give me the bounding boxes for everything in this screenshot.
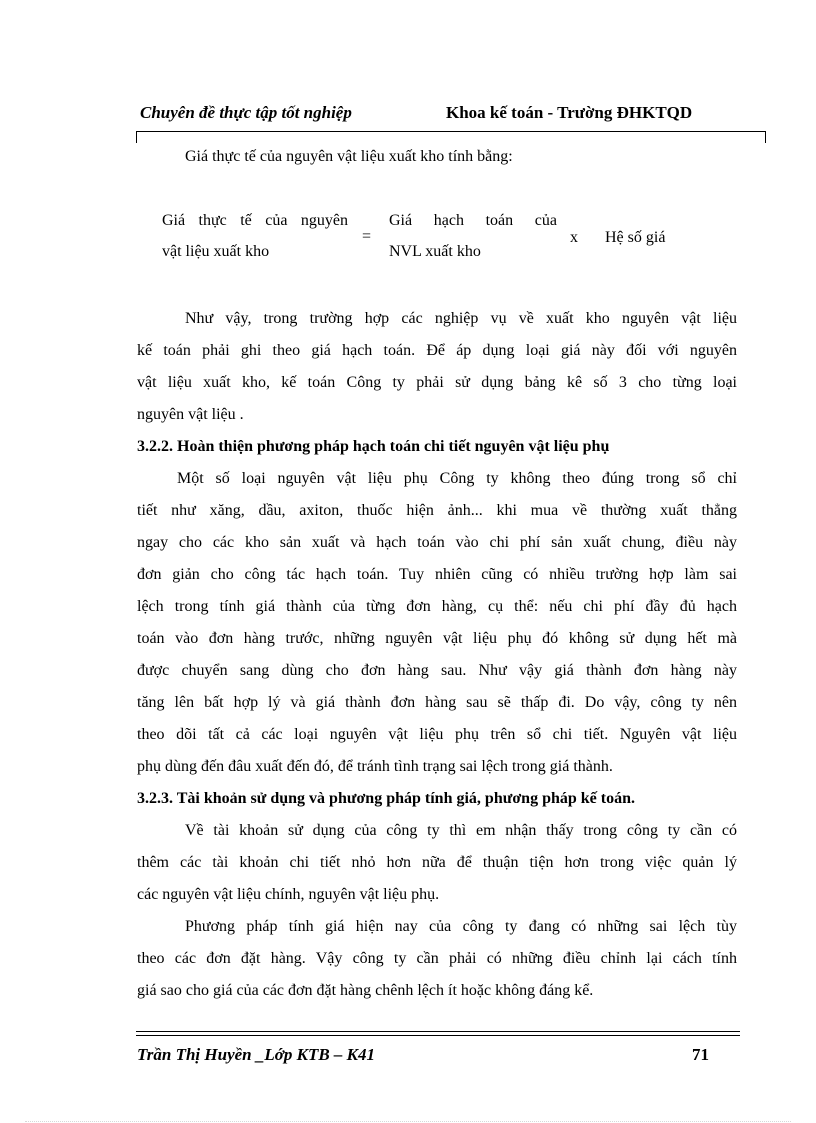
page-number: 71 <box>692 1045 709 1064</box>
header-rule <box>136 131 766 132</box>
para2-line: phụ dùng đến đâu xuất đến đó, để tránh tình trạng sai lệch trong giá thành. <box>137 758 613 775</box>
formula-lhs-line1: Giá thực tế của nguyên <box>162 212 348 229</box>
para1-line: Như vậy, trong trường hợp các nghiệp vụ về xuất kho nguyên vật liệu <box>185 310 737 327</box>
section-heading-3-2-2: 3.2.2. Hoàn thiện phương pháp hạch toán chi tiết nguyên vật liệu phụ <box>137 438 610 455</box>
header-rule-left-tick <box>136 131 137 143</box>
footer-rule-top <box>136 1031 740 1032</box>
header-title-left: Chuyên đề thực tập tốt nghiệp <box>140 103 352 122</box>
para3-line: Về tài khoản sử dụng của công ty thì em nhận thấy trong công ty cần có <box>185 822 737 839</box>
para1-line: kế toán phải ghi theo giá hạch toán. Để áp dụng loại giá này đối với nguyên <box>137 342 737 359</box>
formula-equals: = <box>362 228 372 245</box>
para1-line: vật liệu xuất kho, kế toán Công ty phải sử dụng bảng kê số 3 cho từng loại <box>137 374 737 391</box>
para1-line: nguyên vật liệu . <box>137 406 244 423</box>
header-rule-right-tick <box>765 131 766 143</box>
para4-line: Phương pháp tính giá hiện nay của công ty đang có những sai lệch tùy <box>185 918 737 935</box>
section-heading-3-2-3: 3.2.3. Tài khoản sử dụng và phương pháp tính giá, phương pháp kế toán. <box>137 790 635 807</box>
formula-rhs: Hệ số giá <box>605 229 666 246</box>
formula-times: x <box>570 229 578 246</box>
page-edge-dotted-line <box>25 1121 791 1122</box>
para2-line: theo dõi tất cả các loại nguyên vật liệu phụ trên sổ chi tiết. Nguyên vật liệu <box>137 726 737 743</box>
para4-line: theo các đơn đặt hàng. Vậy công ty cần phải có những điều chỉnh lại cách tính <box>137 950 737 967</box>
para3-line: các nguyên vật liệu chính, nguyên vật liệu phụ. <box>137 886 440 903</box>
para2-line: tiết như xăng, dầu, axiton, thuốc hiện ảnh... khi mua về thường xuất thẳng <box>137 502 737 519</box>
para2-line: ngay cho các kho sản xuất và hạch toán vào chi phí sản xuất chung, điều này <box>137 534 737 551</box>
intro-text: Giá thực tế của nguyên vật liệu xuất kho tính bằng: <box>185 148 513 165</box>
para2-line: toán vào đơn hàng trước, những nguyên vật liệu phụ đó không sử dụng hết mà <box>137 630 737 647</box>
footer-rule-bottom <box>136 1035 740 1036</box>
header-title-right: Khoa kế toán - Trường ĐHKTQD <box>446 103 693 122</box>
para4-line: giá sao cho giá của các đơn đặt hàng chênh lệch ít hoặc không đáng kể. <box>137 982 594 999</box>
formula-mid-line2: NVL xuất kho <box>389 243 481 260</box>
para2-line: đơn giản cho công tác hạch toán. Tuy nhiên cũng có nhiều trường hợp làm sai <box>137 566 737 583</box>
para2-line: Một số loại nguyên vật liệu phụ Công ty không theo đúng trong sổ chỉ <box>177 470 737 487</box>
para2-line: tăng lên bất hợp lý và giá thành đơn hàng sau sẽ thấp đi. Do vậy, công ty nên <box>137 694 737 711</box>
para2-line: được chuyển sang dùng cho đơn hàng sau. Như vậy giá thành đơn hàng này <box>137 662 737 679</box>
para2-line: lệch trong tính giá thành của từng đơn hàng, cụ thể: nếu chi phí đầy đủ hạch <box>137 598 737 615</box>
footer-author: Trần Thị Huyền _Lớp KTB – K41 <box>137 1045 376 1064</box>
formula-mid-line1: Giá hạch toán của <box>389 212 557 229</box>
para3-line: thêm các tài khoản chi tiết nhỏ hơn nữa để thuận tiện hơn trong việc quản lý <box>137 854 737 871</box>
formula-lhs-line2: vật liệu xuất kho <box>162 243 270 260</box>
